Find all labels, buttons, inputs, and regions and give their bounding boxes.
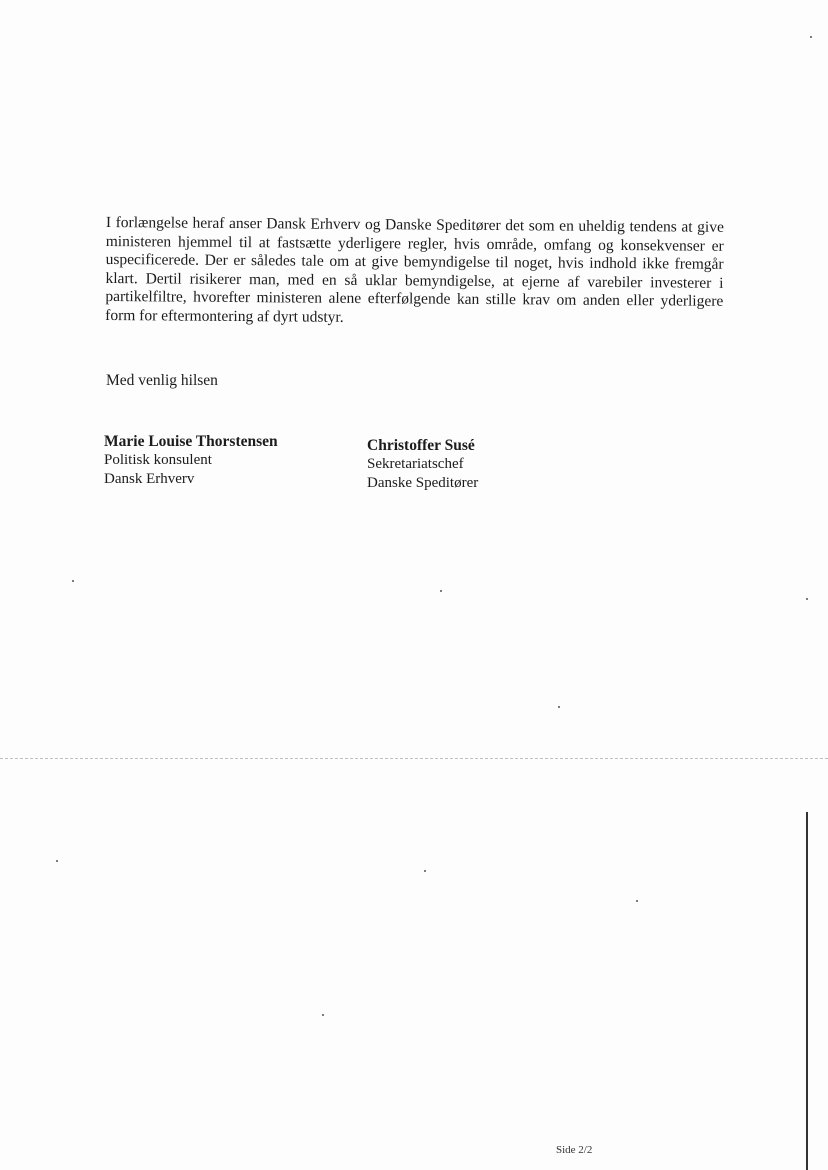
scan-speck [56,860,58,862]
scan-speck [440,590,442,592]
signatory-name: Christoffer Susé [367,437,475,454]
signatory-organization: Dansk Erhverv [104,471,195,487]
signature-block-right [367,436,478,493]
letter-closing: Med venlig hilsen [106,372,218,389]
page-number: Side 2/2 [556,1144,593,1156]
signatory-title: Politisk konsulent [104,452,212,468]
scan-speck [322,1014,324,1016]
scan-speck [806,598,808,600]
scan-speck [810,36,812,38]
signatory-name: Marie Louise Thorstensen [104,433,278,450]
scan-speck [636,900,638,902]
signatory-title: Sekretariatschef [367,456,464,472]
scan-speck [424,870,426,872]
signatory-organization: Danske Speditører [367,475,479,491]
scan-page-edge [806,812,808,1170]
scan-speck [72,580,74,582]
signature-block-left [104,432,278,489]
scan-speck [558,706,560,708]
scan-fold-line [0,758,828,759]
letter-body-paragraph: I forlængelse heraf anser Dansk Erhverv og Danske Speditører det som en uheldig tendens at give ministeren hjemmel til at fastsætte yderligere regler, hvis område, omfang og konsekvenser er uspecificerede. Der er således tale om at give bemyndigelse til noget, hvis indhold ikke fremgår klart. Dertil risikerer man, med en så uklar bemyndigelse, at ejerne af varebiler investerer i partikelfiltre, hvorefter ministeren alene efterfølgende kan stille krav om anden eller yderligere form for eftermontering af dyrt udstyr. [105,214,724,326]
